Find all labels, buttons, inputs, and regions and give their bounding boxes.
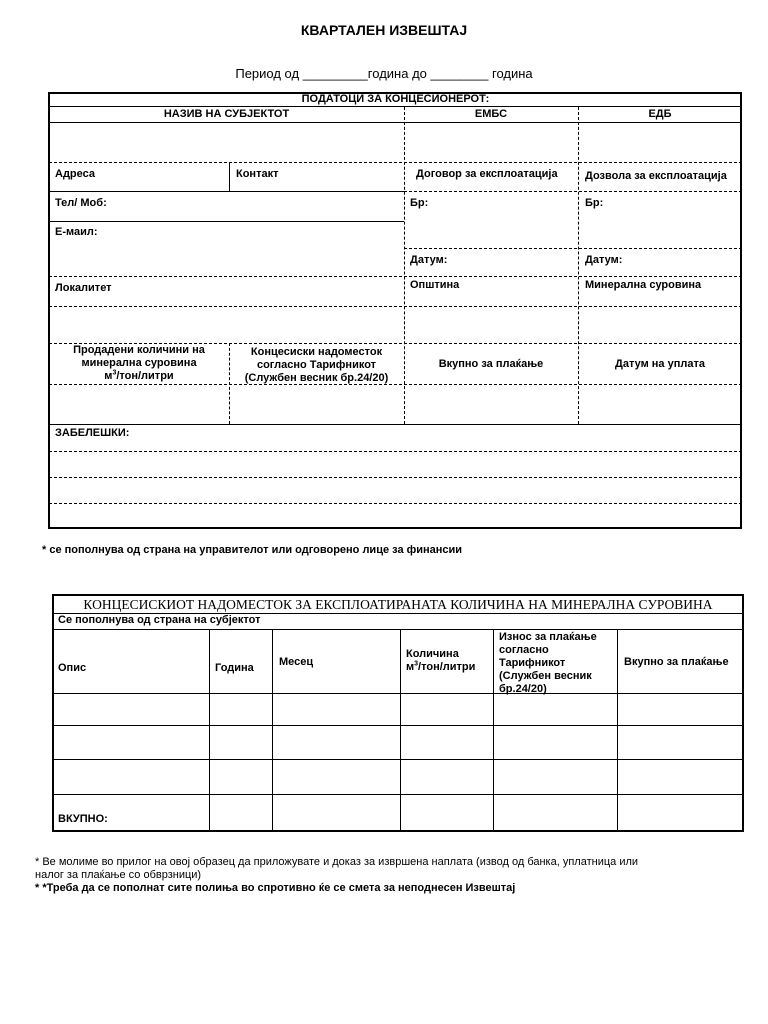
period-from-field[interactable]: _________ (302, 66, 368, 81)
municipality-label: Општина (410, 279, 460, 291)
col-edb: ЕДБ (648, 108, 672, 120)
sold-quantity-label: Продадени количини на минерална суровина $м^3/тон$/литри (73, 344, 205, 382)
period-line (0, 66, 768, 81)
edb-field[interactable] (579, 123, 741, 161)
address-label: Адреса (55, 168, 95, 180)
total-payment-label: Вкупно за плаќање (438, 358, 544, 370)
col-description: Опис (58, 662, 87, 674)
permit-label: Дозвола за експлоатација (585, 170, 727, 182)
period-middle: година до (367, 66, 427, 81)
footnote-required: * *Треба да се пополнат сите полиња во спротивно ќе се смета за неподнесен Извештај (35, 882, 516, 894)
page-title: КВАРТАЛЕН ИЗВЕШТАЈ (300, 22, 468, 38)
concession-fee-label: Концесиски надоместок согласно Тарифникот (Службен весник бр.24/20) (244, 346, 389, 384)
period-prefix: Период од (235, 66, 300, 81)
fee-table-title: КОНЦЕСИСКИОТ НАДОМЕСТОК ЗА ЕКСПЛОАТИРАНАТА КОЛИЧИНА НА МИНЕРАЛНА СУРОВИНА (83, 597, 713, 612)
concessioner-header: ПОДАТОЦИ ЗА КОНЦЕСИОНЕРОТ: (301, 93, 490, 105)
embs-field[interactable] (405, 123, 577, 161)
email-label: Е-маил: (55, 226, 98, 238)
fee-table-subtitle: Се пополнува од страна на субјектот (58, 614, 261, 626)
col-year: Година (215, 662, 254, 674)
col-amount: Износ за плаќање согласно Тарифникот (Службен весник бр.24/20) (499, 631, 597, 695)
total-row-label: ВКУПНО: (58, 813, 108, 825)
locality-label: Локалитет (55, 282, 112, 294)
mineral-label: Минерална суровина (585, 279, 702, 291)
payment-date-label: Датум на уплата (615, 358, 705, 370)
contact-label: Контакт (236, 168, 279, 180)
col-month: Месец (279, 656, 314, 668)
col-total-payment: Вкупно за плаќање (624, 656, 729, 668)
contract-label: Договор за експлоатација (416, 168, 558, 180)
notes-label: ЗАБЕЛЕШКИ: (55, 427, 130, 439)
period-to-field[interactable]: ________ (430, 66, 489, 81)
tel-label: Тел/ Моб: (55, 197, 107, 209)
col-quantity: Количина $м^3/тон$/литри (406, 648, 476, 673)
permit-date-label: Датум: (585, 254, 623, 266)
contract-date-label: Датум: (410, 254, 448, 266)
subject-name-field[interactable] (50, 123, 403, 161)
col-subject-name: НАЗИВ НА СУБЈЕКТОТ (163, 108, 290, 120)
footnote-manager: * се пополнува од страна на управителот или одговорено лице за финансии (42, 544, 463, 556)
permit-number-label: Бр: (585, 197, 604, 209)
col-embs: ЕМБС (474, 108, 508, 120)
period-suffix: година (491, 66, 533, 81)
footnote-attachment: * Ве молиме во прилог на овој образец да приложувате и доказ за извршена наплата (извод од банка, уплатница или налог за плаќање со обврзници) (35, 856, 639, 881)
contract-number-label: Бр: (410, 197, 429, 209)
